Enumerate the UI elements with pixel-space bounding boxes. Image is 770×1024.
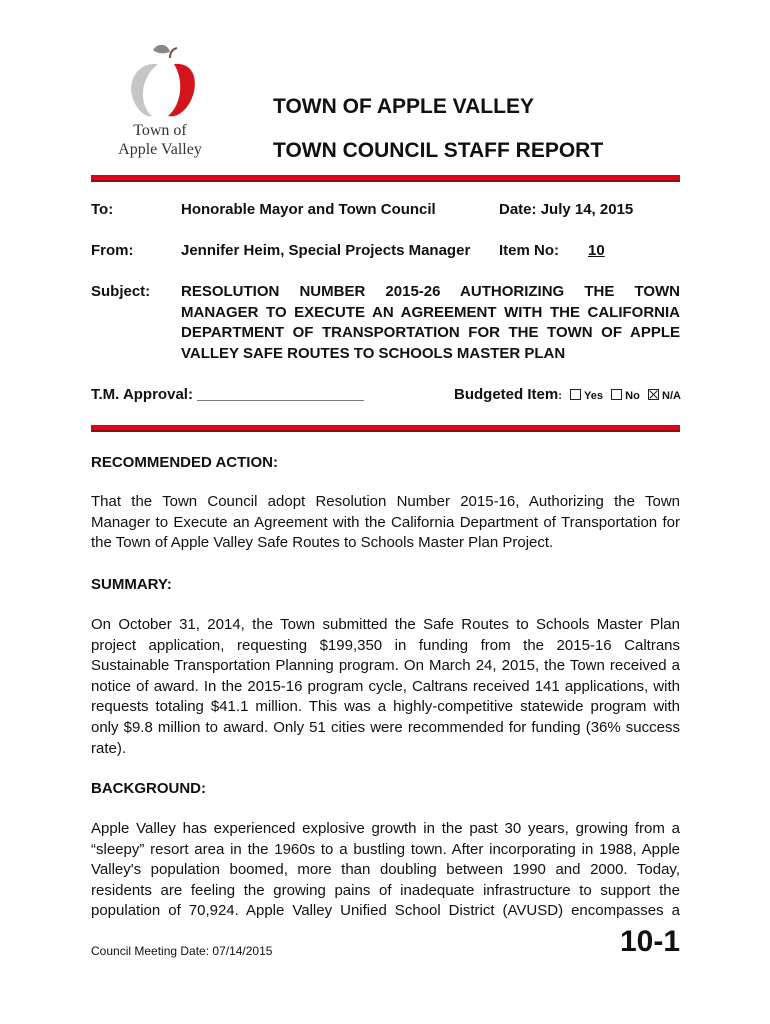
approval-blank: ____________________	[197, 386, 364, 403]
from-label: From:	[91, 242, 134, 259]
subject-line: RESOLUTION NUMBER 2015-26 AUTHORIZING THE TOWN	[181, 283, 680, 300]
apple-logo-icon	[118, 40, 208, 120]
budgeted-label: Budgeted Item	[454, 386, 559, 403]
summary-paragraph	[91, 615, 680, 759]
section-heading-summary: SUMMARY:	[91, 576, 172, 593]
text-line: requests totaling $41.1 million. This was a highly-competitive statewide program with	[91, 698, 680, 716]
text-line: “sleepy” resort area in the 1960s to a bustling town. After incorporating in 1988, Apple	[91, 840, 680, 858]
text-line: residents are feeling the growing pains of inadequate infrastructure to support the	[91, 881, 680, 899]
text-line: rate).	[91, 739, 127, 757]
memo-divider	[91, 425, 680, 432]
text-line: Sustainable Transportation Planning program. On March 24, 2015, the Town received a	[91, 657, 680, 675]
section-heading-recommended-action: RECOMMENDED ACTION:	[91, 454, 278, 471]
text-line: Manager to Execute an Agreement with the California Department of Transportation for	[91, 513, 680, 531]
report-title: TOWN OF APPLE VALLEY	[273, 95, 534, 118]
date-label: Date:	[499, 201, 537, 218]
item-value: 10	[588, 242, 605, 259]
text-line: notice of award. In the 2015-16 program cycle, Caltrans received 141 applications, with	[91, 677, 680, 695]
report-subtitle: TOWN COUNCIL STAFF REPORT	[273, 139, 604, 162]
text-line: population of 70,924. Apple Valley Unified School District (AVUSD) encompasses a	[91, 902, 680, 920]
text-line: Apple Valley has experienced explosive growth in the past 30 years, growing from a	[91, 820, 680, 837]
subject-label: Subject:	[91, 283, 151, 300]
budgeted-item: Budgeted Item: Yes No N/A	[454, 386, 681, 403]
text-line: the Town of Apple Valley Safe Routes to Schools Master Plan Project.	[91, 534, 554, 552]
text-line: only $9.8 million to award. Only 51 cities were recommended for funding (36% success	[91, 718, 680, 736]
text-line: Valley's population boomed, more than doubling between 1990 and 2000. Today,	[91, 861, 680, 879]
no-checkbox[interactable]	[611, 389, 622, 400]
logo-text-line2: Apple Valley	[118, 141, 202, 158]
item-label: Item No:	[499, 242, 559, 259]
text-line: project application, requesting $199,350 in funding from the 2015-16 Caltrans	[91, 636, 680, 654]
section-heading-background: BACKGROUND:	[91, 780, 206, 797]
yes-label: Yes	[584, 390, 603, 402]
text-line: That the Town Council adopt Resolution Number 2015-16, Authorizing the Town	[91, 493, 680, 510]
to-label: To:	[91, 201, 114, 218]
no-label: No	[625, 390, 640, 402]
to-value: Honorable Mayor and Town Council	[181, 201, 436, 218]
recommended-action-paragraph	[91, 492, 680, 554]
background-paragraph	[91, 819, 680, 922]
subject-text	[181, 282, 680, 364]
date-value: July 14, 2015	[540, 201, 634, 218]
na-checkbox-checked[interactable]	[648, 389, 659, 400]
footer-meeting-date: Council Meeting Date: 07/14/2015	[91, 944, 273, 958]
subject-line: VALLEY SAFE ROUTES TO SCHOOLS MASTER PLAN	[181, 344, 566, 362]
footer-page-number: 10-1	[619, 925, 680, 958]
logo-text-line1: Town of	[133, 122, 187, 139]
subject-line: DEPARTMENT OF TRANSPORTATION FOR THE TOWN OF APPLE	[181, 324, 680, 342]
from-value: Jennifer Heim, Special Projects Manager	[181, 242, 471, 259]
text-line: On October 31, 2014, the Town submitted the Safe Routes to Schools Master Plan	[91, 616, 680, 633]
header-divider	[91, 175, 680, 182]
subject-line: MANAGER TO EXECUTE AN AGREEMENT WITH THE CALIFORNIA	[181, 303, 680, 321]
yes-checkbox[interactable]	[570, 389, 581, 400]
na-label: N/A	[662, 390, 681, 402]
approval-label: T.M. Approval:	[91, 386, 193, 403]
